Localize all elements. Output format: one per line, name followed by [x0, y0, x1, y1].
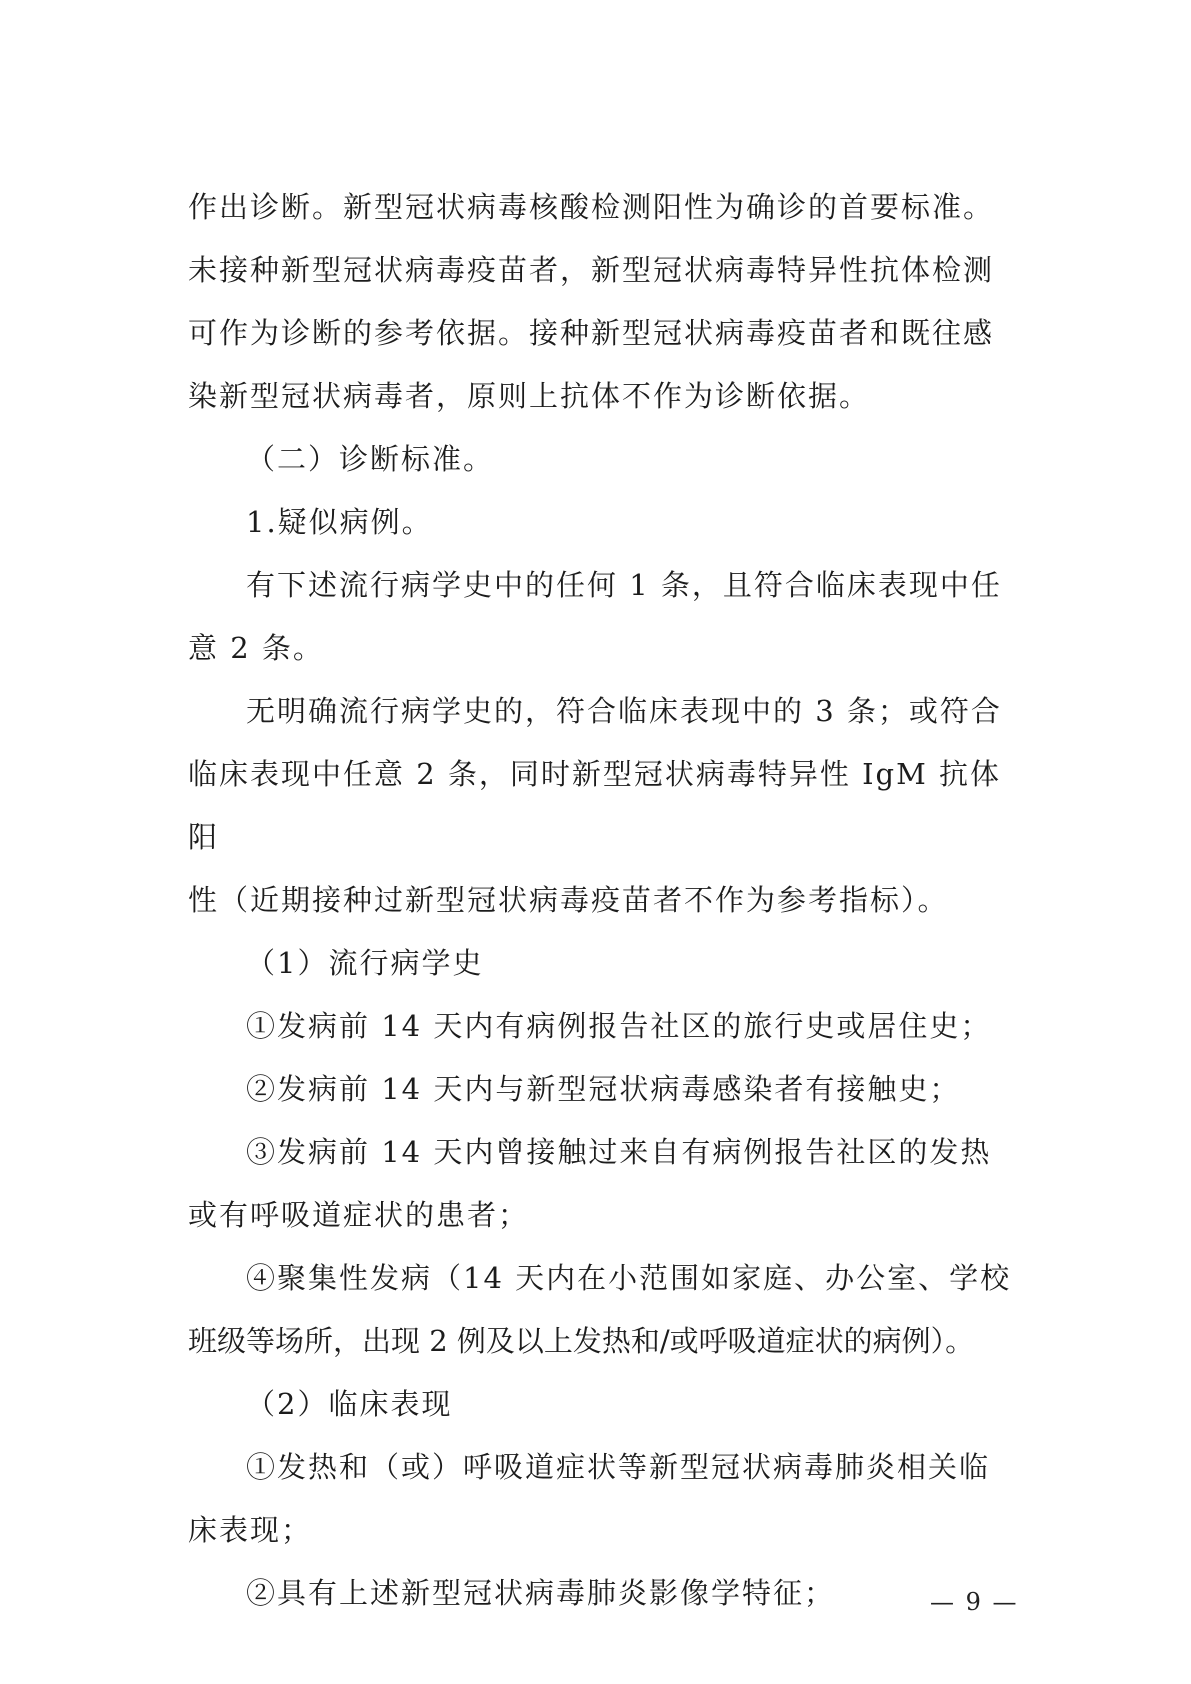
section-heading-diagnostic-criteria: （二）诊断标准。	[246, 442, 495, 476]
list-item-3: ③发病前 14 天内曾接触过来自有病例报告社区的发热	[246, 1135, 992, 1169]
text-line-9: 无明确流行病学史的，符合临床表现中的 3 条；或符合	[246, 694, 1002, 728]
list-item-1: ①发病前 14 天内有病例报告社区的旅行史或居住史；	[246, 1009, 992, 1043]
subsection-heading-suspected-case: 1.疑似病例。	[246, 505, 433, 539]
text-line-8: 意 2 条。	[188, 631, 324, 665]
clinical-item-2: ②具有上述新型冠状病毒肺炎影像学特征；	[246, 1576, 836, 1610]
text-line-2: 未接种新型冠状病毒疫苗者，新型冠状病毒特异性抗体检测	[188, 253, 995, 287]
text-line-4: 染新型冠状病毒者，原则上抗体不作为诊断依据。	[188, 379, 871, 413]
text-line-7: 有下述流行病学史中的任何 1 条，且符合临床表现中任	[246, 568, 1002, 602]
heading-clinical-manifestation: （2）临床表现	[246, 1387, 453, 1421]
clinical-item-1-continued: 床表现；	[188, 1513, 313, 1547]
list-item-4-continued: 班级等场所，出现 2 例及以上发热和/或呼吸道症状的病例）。	[188, 1324, 975, 1358]
list-item-4: ④聚集性发病（14 天内在小范围如家庭、办公室、学校	[246, 1261, 1012, 1295]
document-body	[188, 176, 1018, 1625]
text-line-10: 临床表现中任意 2 条，同时新型冠状病毒特异性 IgM 抗体阳	[188, 757, 1002, 854]
page-number: — 9 —	[930, 1588, 1019, 1616]
list-item-3-continued: 或有呼吸道症状的患者；	[188, 1198, 530, 1232]
clinical-item-1: ①发热和（或）呼吸道症状等新型冠状病毒肺炎相关临	[246, 1450, 991, 1484]
text-line-11: 性（近期接种过新型冠状病毒疫苗者不作为参考指标）。	[188, 883, 949, 917]
text-line-1: 作出诊断。新型冠状病毒核酸检测阳性为确诊的首要标准。	[188, 190, 995, 224]
heading-epidemiological-history: （1）流行病学史	[246, 946, 484, 980]
text-line-3: 可作为诊断的参考依据。接种新型冠状病毒疫苗者和既往感	[188, 316, 995, 350]
list-item-2: ②发病前 14 天内与新型冠状病毒感染者有接触史；	[246, 1072, 961, 1106]
